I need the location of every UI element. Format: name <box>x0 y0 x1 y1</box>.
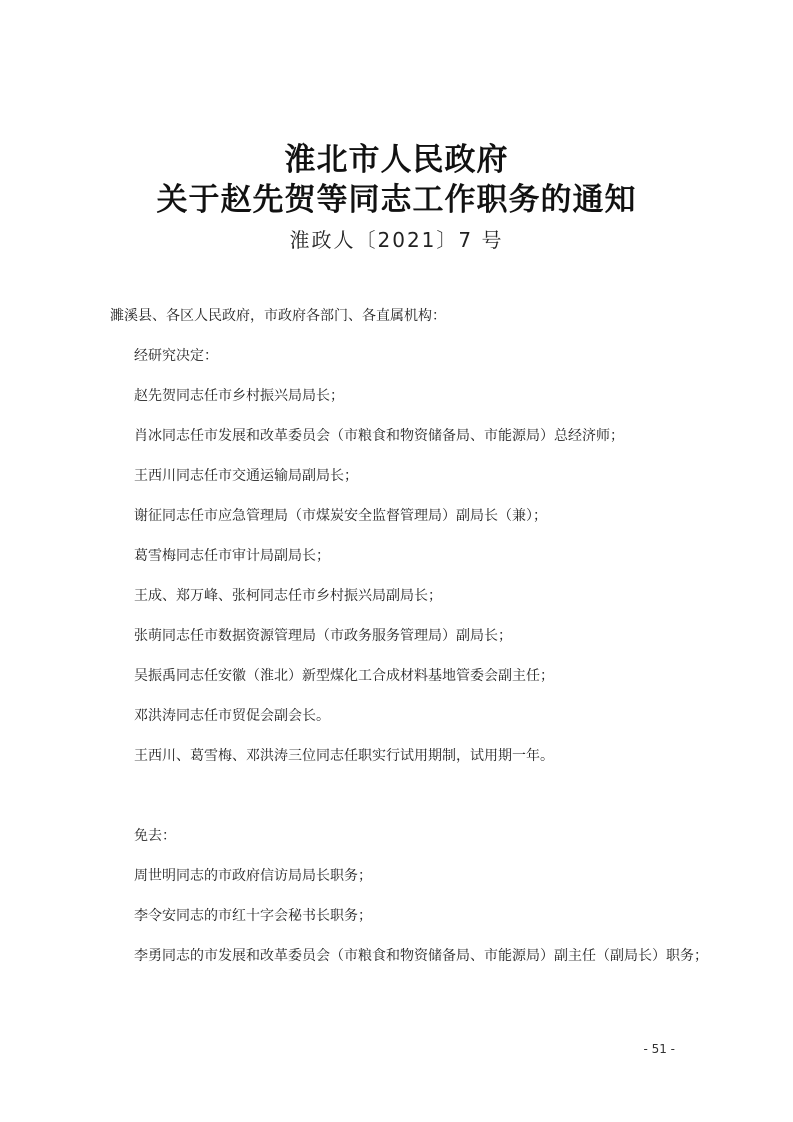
intro-text: 经研究决定： <box>134 348 218 364</box>
document-title-line-1: 淮北市人民政府 <box>284 142 509 178</box>
appointment-item: 张萌同志任市数据资源管理局（市政务服务管理局）副局长； <box>134 628 512 644</box>
page-number: - 51 - <box>643 1042 675 1056</box>
appointment-item: 邓洪涛同志任市贸促会副会长。 <box>134 708 330 724</box>
document-number: 淮政人〔2021〕7 号 <box>289 228 504 252</box>
appointment-item: 王西川同志任市交通运输局副局长； <box>134 468 358 484</box>
probation-note: 王西川、葛雪梅、邓洪涛三位同志任职实行试用期制，试用期一年。 <box>134 748 554 764</box>
removal-item: 李令安同志的市红十字会秘书长职务； <box>134 908 372 924</box>
removal-item: 李勇同志的市发展和改革委员会（市粮食和物资储备局、市能源局）副主任（副局长）职务； <box>134 948 708 964</box>
appointment-item: 葛雪梅同志任市审计局副局长； <box>134 548 330 564</box>
appointment-item: 吴振禹同志任安徽（淮北）新型煤化工合成材料基地管委会副主任； <box>134 668 554 684</box>
removal-intro: 免去： <box>134 828 176 844</box>
appointment-item: 赵先贺同志任市乡村振兴局局长； <box>134 388 344 404</box>
removal-item: 周世明同志的市政府信访局局长职务； <box>134 868 372 884</box>
appointment-item: 肖冰同志任市发展和改革委员会（市粮食和物资储备局、市能源局）总经济师； <box>134 428 624 444</box>
document-title-line-2: 关于赵先贺等同志工作职务的通知 <box>156 182 637 218</box>
appointment-item: 谢征同志任市应急管理局（市煤炭安全监督管理局）副局长（兼）； <box>134 508 547 524</box>
addressee: 濉溪县、各区人民政府，市政府各部门、各直属机构： <box>110 308 446 324</box>
appointment-item: 王成、郑万峰、张柯同志任市乡村振兴局副局长； <box>134 588 442 604</box>
